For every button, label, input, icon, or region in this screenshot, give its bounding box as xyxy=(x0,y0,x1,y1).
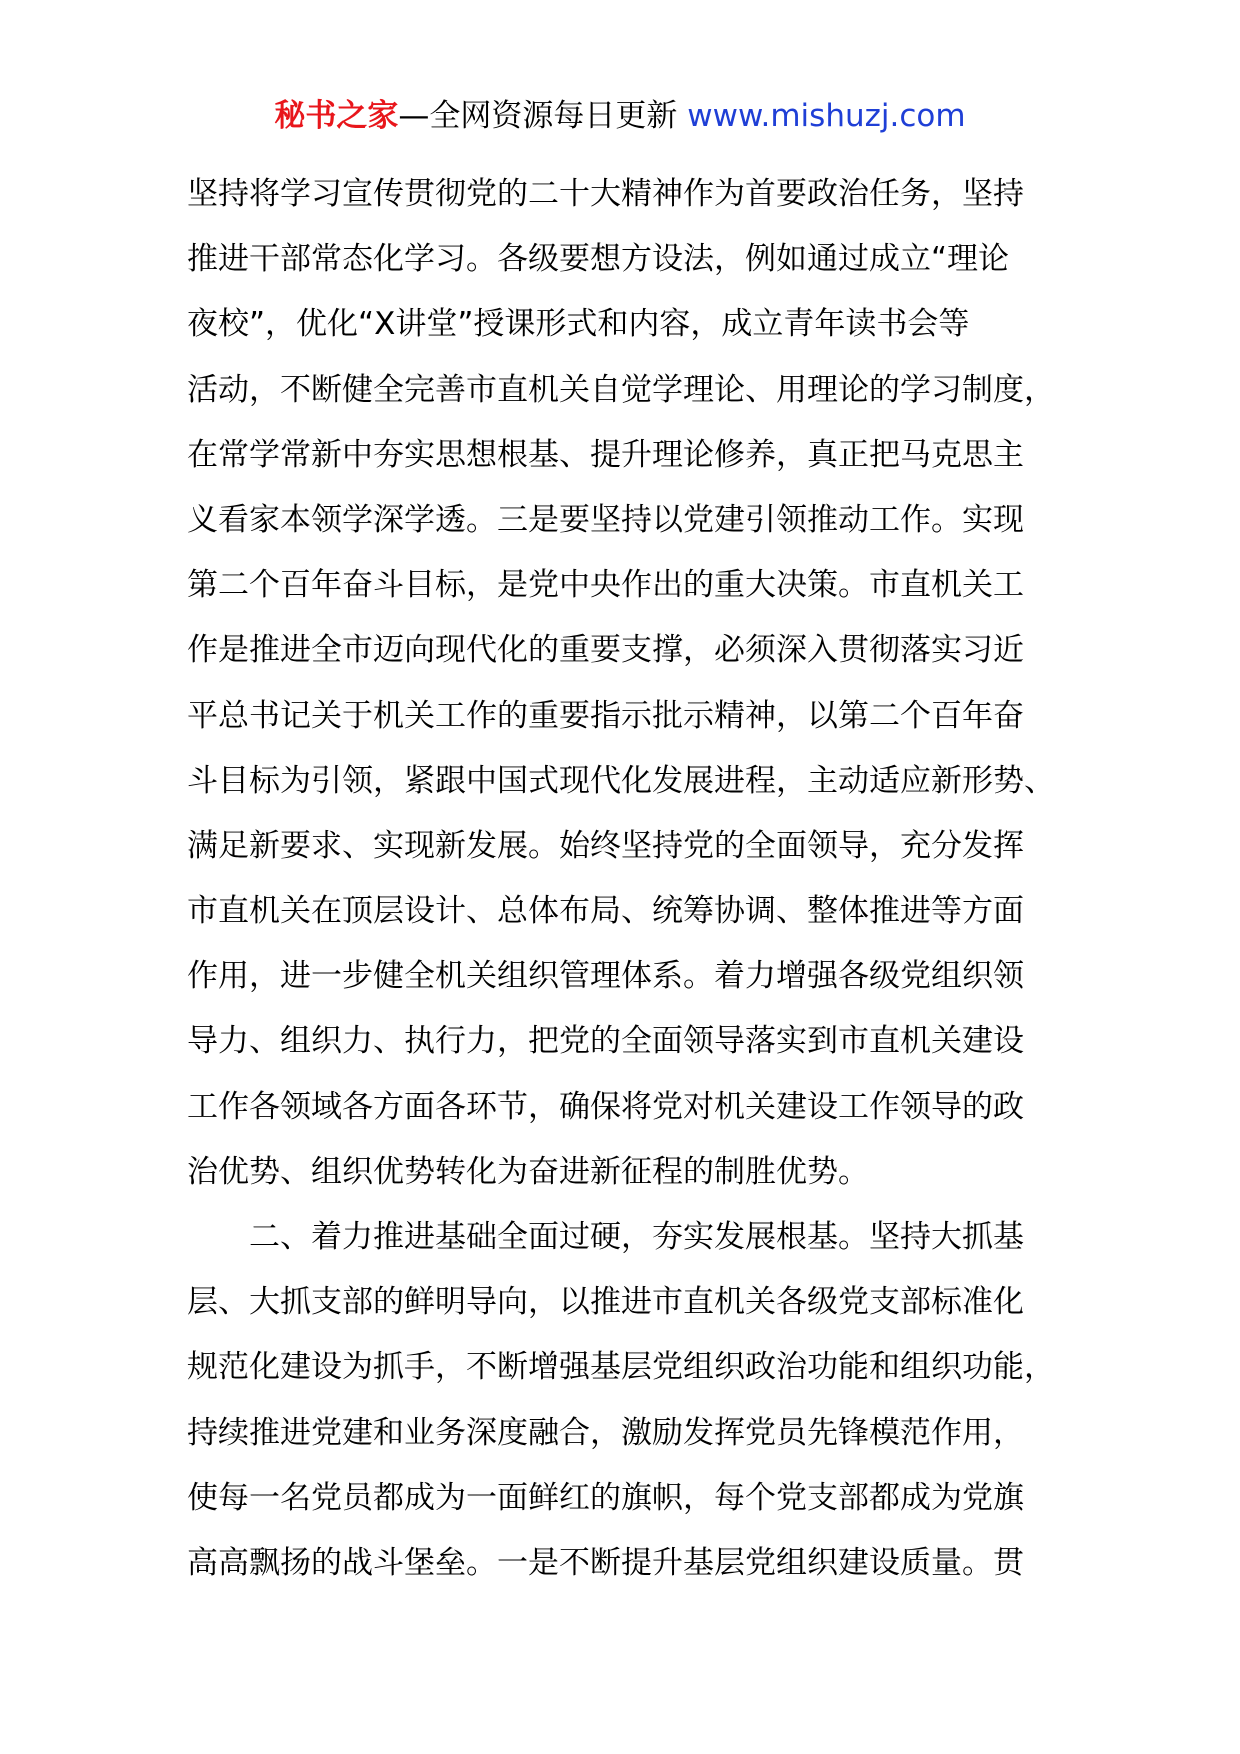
document-body xyxy=(187,162,1097,1596)
text-line: 使每一名党员都成为一面鲜红的旗帜，每个党支部都成为党旗 xyxy=(187,1479,1024,1516)
site-header xyxy=(0,96,1240,136)
text-line: 高高飘扬的战斗堡垒。一是不断提升基层党组织建设质量。贯 xyxy=(187,1544,1024,1581)
text-line: 斗目标为引领，紧跟中国式现代化发展进程，主动适应新形势、 xyxy=(187,762,1055,799)
text-line: 在常学常新中夯实思想根基、提升理论修养，真正把马克思主 xyxy=(187,436,1024,473)
site-slogan: —全网资源每日更新 xyxy=(398,98,688,134)
text-line: 坚持将学习宣传贯彻党的二十大精神作为首要政治任务，坚持 xyxy=(187,176,1024,212)
text-line: 规范化建设为抓手，不断增强基层党组织政治功能和组织功能， xyxy=(187,1349,1055,1386)
text-line: 市直机关在顶层设计、总体布局、统筹协调、整体推进等方面 xyxy=(187,893,1024,930)
text-line: 活动，不断健全完善市直机关自觉学理论、用理论的学习制度， xyxy=(187,371,1055,408)
text-line: 二、着力推进基础全面过硬，夯实发展根基。坚持大抓基 xyxy=(187,1219,1024,1255)
text-line: 作是推进全市迈向现代化的重要支撑，必须深入贯彻落实习近 xyxy=(187,632,1024,669)
text-line: 推进干部常态化学习。各级要想方设法，例如通过成立“理论 xyxy=(187,241,1010,278)
text-line: 工作各领域各方面各环节，确保将党对机关建设工作领导的政 xyxy=(187,1088,1024,1125)
text-line: 满足新要求、实现新发展。始终坚持党的全面领导，充分发挥 xyxy=(187,827,1024,864)
site-url-link[interactable]: www.mishuzj.com xyxy=(687,98,966,134)
text-line: 导力、组织力、执行力，把党的全面领导落实到市直机关建设 xyxy=(187,1023,1024,1060)
text-line: 持续推进党建和业务深度融合，激励发挥党员先锋模范作用， xyxy=(187,1414,1024,1451)
text-line: 治优势、组织优势转化为奋进新征程的制胜优势。 xyxy=(187,1153,869,1190)
text-line: 第二个百年奋斗目标，是党中央作出的重大决策。市直机关工 xyxy=(187,567,1024,604)
text-line: 夜校”，优化“X讲堂”授课形式和内容，成立青年读书会等 xyxy=(187,306,970,343)
text-line: 层、大抓支部的鲜明导向，以推进市直机关各级党支部标准化 xyxy=(187,1284,1024,1321)
text-line: 平总书记关于机关工作的重要指示批示精神，以第二个百年奋 xyxy=(187,697,1024,734)
text-line: 义看家本领学深学透。三是要坚持以党建引领推动工作。实现 xyxy=(187,501,1024,538)
text-line: 作用，进一步健全机关组织管理体系。着力增强各级党组织领 xyxy=(187,958,1024,995)
site-brand: 秘书之家 xyxy=(274,98,399,134)
